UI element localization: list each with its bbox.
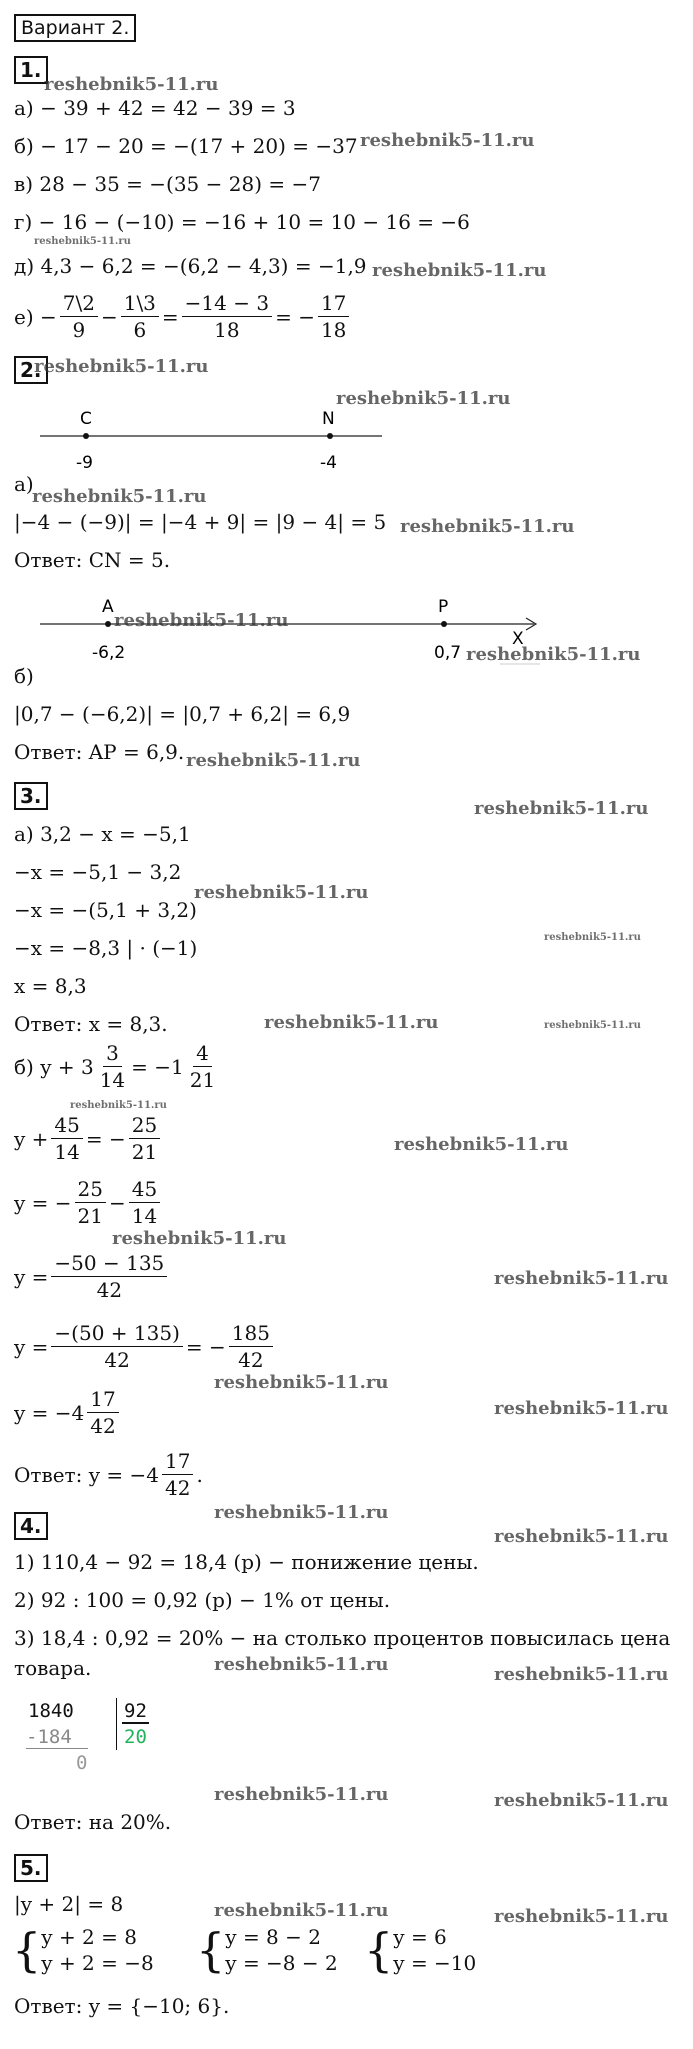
watermark: reshebnik5-11.ru [494, 1268, 669, 1289]
watermark: reshebnik5-11.ru [214, 1900, 389, 1921]
watermark: reshebnik5-11.ru [400, 516, 575, 537]
point-p-label: P [438, 597, 449, 617]
watermark: reshebnik5-11.ru [394, 1134, 569, 1155]
task-number-4: 4. [14, 1512, 48, 1540]
task2-answer-a: Ответ: CN = 5. [14, 548, 171, 572]
point-c-value: -9 [76, 453, 93, 473]
task3-a-line-3: −x = −(5,1 + 3,2) [14, 898, 197, 922]
task4-line-3b: товара. [14, 1656, 92, 1680]
point-p-value: 0,7 [434, 643, 462, 663]
task2-label-b: б) [14, 664, 34, 688]
watermark: reshebnik5-11.ru [494, 1790, 669, 1811]
task-number-2: 2. [14, 356, 48, 384]
subtrahend: -184 [26, 1726, 88, 1749]
task3-a-line-2: −x = −5,1 − 3,2 [14, 860, 182, 884]
task3-a-line-1: а) 3,2 − x = −5,1 [14, 822, 191, 846]
number-line-ap [30, 594, 550, 684]
watermark: reshebnik5-11.ru [494, 1398, 669, 1419]
point-n-value: -4 [320, 453, 337, 473]
task3-b-line-4: y = $\frac{-50 - 135}{42}$ [14, 1250, 170, 1303]
watermark: reshebnik5-11.ru [44, 74, 219, 95]
task1-line-d: д) 4,3 − 6,2 = −(6,2 − 4,3) = −1,9 [14, 254, 367, 278]
watermark: reshebnik5-11.ru [474, 798, 649, 819]
watermark: reshebnik5-11.ru [494, 1526, 669, 1547]
task2-label-a: а) [14, 472, 34, 496]
task4-line-1: 1) 110,4 − 92 = 18,4 (р) − понижение цены. [14, 1550, 479, 1574]
task1-line-a: а) − 39 + 42 = 42 − 39 = 3 [14, 96, 296, 120]
watermark: reshebnik5-11.ru [34, 356, 209, 377]
watermark-small: reshebnik5-11.ru [544, 932, 641, 943]
task1-line-v: в) 28 − 35 = −(35 − 28) = −7 [14, 172, 321, 196]
point-a-value: -6,2 [92, 643, 126, 663]
task3-b-line-2: y + $\frac{45}{14}$ = − $\frac{25}{21}$ [14, 1112, 163, 1165]
point-c-label: C [80, 409, 92, 429]
task1-line-e: е) − $\frac{7\backslash 2}{9}$ − $\frac{1\backslash 3}{6}$ = $\frac{-14 - 3}{18}$ = − $\frac{17}{18}$ [14, 290, 352, 343]
system-1: { y + 2 = 8 y + 2 = −8 [12, 1923, 154, 1977]
watermark: reshebnik5-11.ru [336, 388, 511, 409]
task1-line-b: б) − 17 − 20 = −(17 + 20) = −37 [14, 134, 358, 158]
watermark: reshebnik5-11.ru [194, 882, 369, 903]
task3-b-line-5: y = $\frac{-(50 + 135)}{42}$ = − $\frac{185}{42}$ [14, 1320, 276, 1373]
system-2: { y = 8 − 2 y = −8 − 2 [196, 1923, 338, 1977]
number-line-cn [30, 400, 390, 480]
watermark: reshebnik5-11.ru [494, 1664, 669, 1685]
task3-b-line-6: y = −4 $\frac{17}{42}$ [14, 1386, 122, 1439]
division-bar [116, 1698, 117, 1750]
variant-title: Вариант 2. [14, 14, 136, 42]
task1-line-g: г) − 16 − (−10) = −16 + 10 = 10 − 16 = −6 [14, 210, 470, 234]
axis-x-label: X [512, 629, 524, 649]
task3-a-line-5: x = 8,3 [14, 974, 87, 998]
dividend: 1840 [28, 1700, 74, 1722]
task5-answer: Ответ: y = {−10; 6}. [14, 1994, 230, 2018]
point-n-label: N [322, 409, 335, 429]
task3-a-answer: Ответ: x = 8,3. [14, 1012, 168, 1036]
system-3: { y = 6 y = −10 [364, 1923, 477, 1977]
task4-line-3: 3) 18,4 : 0,92 = 20% − на столько процентов повысилась цена [14, 1626, 671, 1650]
watermark: reshebnik5-11.ru [112, 1228, 287, 1249]
task3-b-line-3: y = − $\frac{25}{21}$ − $\frac{45}{14}$ [14, 1176, 163, 1229]
task2-calc-b: |0,7 − (−6,2)| = |0,7 + 6,2| = 6,9 [14, 702, 351, 726]
watermark-small: reshebnik5-11.ru [34, 236, 131, 247]
watermark: reshebnik5-11.ru [466, 644, 641, 665]
long-division [26, 1700, 186, 1790]
divisor: 92 [124, 1700, 147, 1722]
watermark: reshebnik5-11.ru [264, 1012, 439, 1033]
watermark: reshebnik5-11.ru [214, 1502, 389, 1523]
watermark-small: reshebnik5-11.ru [544, 1020, 641, 1031]
task2-answer-b: Ответ: AP = 6,9. [14, 740, 185, 764]
watermark: reshebnik5-11.ru [360, 130, 535, 151]
task3-b-answer: Ответ: y = −4 $\frac{17}{42}$ . [14, 1449, 203, 1500]
quotient: 20 [124, 1726, 147, 1748]
task3-b-line-1: б) y + 3 $\frac{3}{14}$ = −1 $\frac{4}{21}$ [14, 1041, 216, 1092]
watermark: reshebnik5-11.ru [494, 1906, 669, 1927]
watermark: reshebnik5-11.ru [32, 486, 207, 507]
watermark: reshebnik5-11.ru [214, 1784, 389, 1805]
task2-calc-a: |−4 − (−9)| = |−4 + 9| = |9 − 4| = 5 [14, 510, 387, 534]
point-a-label: A [102, 597, 114, 617]
watermark: reshebnik5-11.ru [372, 260, 547, 281]
task3-a-line-4: −x = −8,3 | · (−1) [14, 936, 198, 960]
task-number-3: 3. [14, 782, 48, 810]
remainder: 0 [76, 1752, 88, 1774]
task5-equation: |y + 2| = 8 [14, 1892, 124, 1916]
watermark: reshebnik5-11.ru [214, 1654, 389, 1675]
task-number-1: 1. [14, 56, 48, 84]
watermark-small: reshebnik5-11.ru [70, 1100, 167, 1111]
task4-line-2: 2) 92 : 100 = 0,92 (р) − 1% от цены. [14, 1588, 391, 1612]
task4-answer: Ответ: на 20%. [14, 1810, 172, 1834]
watermark: reshebnik5-11.ru [186, 750, 361, 771]
watermark: reshebnik5-11.ru [214, 1372, 389, 1393]
watermark: reshebnik5-11.ru [114, 610, 289, 631]
task-number-5: 5. [14, 1854, 48, 1882]
